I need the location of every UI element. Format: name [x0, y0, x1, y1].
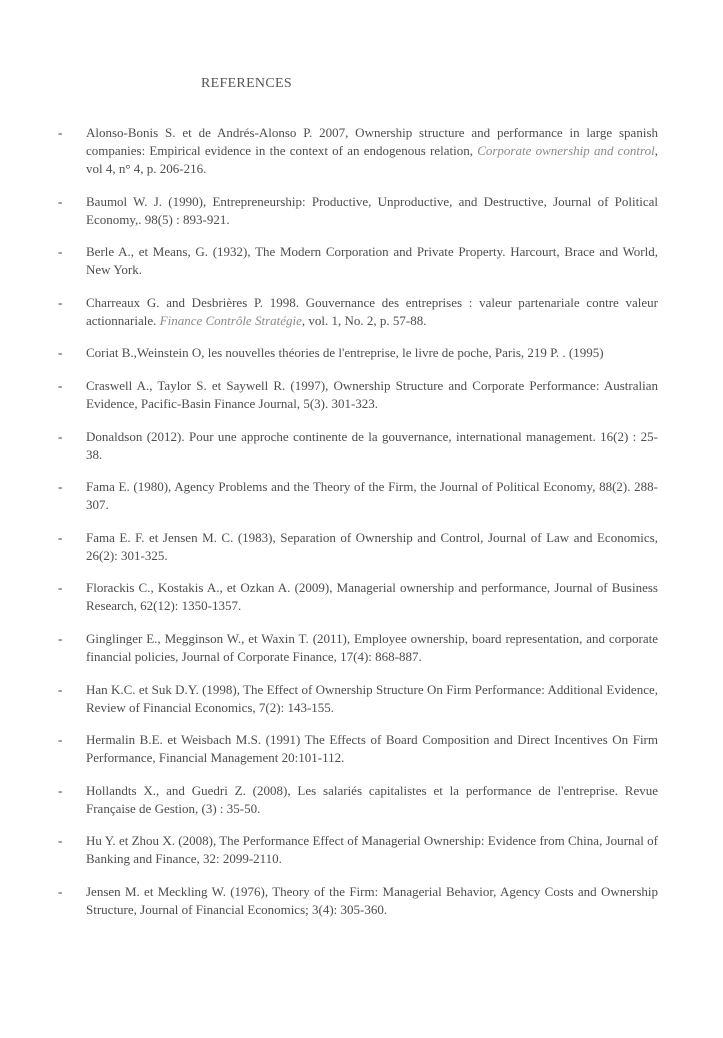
- reference-list: [58, 124, 658, 934]
- reference-tail: , vol 4, n° 4, p. 206-216.: [86, 143, 658, 176]
- page-title: REFERENCES: [201, 76, 292, 91]
- reference-item: [58, 344, 658, 362]
- reference-text: Donaldson (2012). Pour une approche continente de la gouvernance, international management. 16(2) : 25-38.: [86, 428, 658, 462]
- reference-text: Coriat B.,Weinstein O, les nouvelles théories de l'entreprise, le livre de poche, Paris, 219 P. . (1995): [86, 345, 604, 361]
- reference-text: Fama E. (1980), Agency Problems and the Theory of the Firm, the Journal of Political Economy, 88(2). 288-307.: [86, 479, 658, 513]
- reference-journal: Finance Contrôle Stratégie: [159, 312, 302, 328]
- reference-text: Jensen M. et Meckling W. (1976), Theory of the Firm: Managerial Behavior, Agency Costs and Ownership Structure, Journal of Financial Economics; 3(4): 305-360.: [86, 883, 658, 917]
- reference-item: [58, 681, 658, 717]
- reference-text: Hermalin B.E. et Weisbach M.S. (1991) The Effects of Board Composition and Direct Incentives On Firm Performance, Financial Management 20:101-112.: [86, 732, 658, 766]
- bullet-dash: -: [58, 479, 63, 495]
- reference-text: Berle A., et Means, G. (1932), The Modern Corporation and Private Property. Harcourt, Brace and World, New York.: [86, 244, 658, 278]
- reference-item: [58, 579, 658, 615]
- reference-item: [58, 630, 658, 666]
- reference-item: [58, 193, 658, 229]
- reference-item: [58, 731, 658, 767]
- reference-item: [58, 124, 658, 178]
- bullet-dash: -: [58, 345, 63, 361]
- reference-text: Han K.C. et Suk D.Y. (1998), The Effect of Ownership Structure On Firm Performance: Additional Evidence, Review of Financial Economics, 7(2): 143-155.: [86, 681, 658, 715]
- bullet-dash: -: [58, 883, 63, 899]
- bullet-dash: -: [58, 833, 63, 849]
- reference-text: Florackis C., Kostakis A., et Ozkan A. (2009), Managerial ownership and performance, Journal of Business Research, 62(12): 1350-1357.: [86, 580, 658, 614]
- reference-text: Charreaux G. and Desbrières P. 1998. Gouvernance des entreprises : valeur partenariale contre valeur actionnariale.: [86, 294, 658, 328]
- bullet-dash: -: [58, 428, 63, 444]
- reference-text: Hollandts X., and Guedri Z. (2008), Les salariés capitalistes et la performance de l'entreprise. Revue Française de Gestion, (3) : 35-50.: [86, 782, 658, 816]
- reference-item: [58, 478, 658, 514]
- reference-journal: Corporate ownership and control: [477, 143, 655, 158]
- reference-text: Fama E. F. et Jensen M. C. (1983), Separation of Ownership and Control, Journal of Law and Economics, 26(2): 301-325.: [86, 529, 658, 563]
- bullet-dash: -: [58, 782, 63, 798]
- reference-item: [58, 294, 658, 330]
- reference-text: Craswell A., Taylor S. et Saywell R. (1997), Ownership Structure and Corporate Performance: Australian Evidence, Pacific-Basin Finance Journal, 5(3). 301-323.: [86, 377, 658, 411]
- reference-tail: , vol. 1, No. 2, p. 57-88.: [301, 312, 427, 328]
- bullet-dash: -: [58, 193, 63, 209]
- reference-text: Baumol W. J. (1990), Entrepreneurship: Productive, Unproductive, and Destructive, Journal of Political Economy,. 98(5) : 893-921.: [86, 193, 658, 227]
- reference-item: [58, 243, 658, 279]
- reference-text: Alonso-Bonis S. et de Andrés-Alonso P. 2007, Ownership structure and performance in large spanish companies: Empirical evidence in the context of an endogenous relation,: [86, 125, 658, 158]
- reference-text: Hu Y. et Zhou X. (2008), The Performance Effect of Managerial Ownership: Evidence from China, Journal of Banking and Finance, 32: 2099-2110.: [86, 833, 658, 867]
- reference-item: [58, 428, 658, 464]
- reference-item: [58, 782, 658, 818]
- reference-item: [58, 832, 658, 868]
- bullet-dash: -: [58, 244, 63, 260]
- reference-text: Ginglinger E., Megginson W., et Waxin T. (2011), Employee ownership, board representation, and corporate financial policies, Journal of Corporate Finance, 17(4): 868-887.: [86, 630, 658, 664]
- bullet-dash: -: [58, 732, 63, 748]
- reference-item: [58, 377, 658, 413]
- bullet-dash: -: [58, 125, 63, 140]
- reference-item: [58, 529, 658, 565]
- bullet-dash: -: [58, 681, 63, 697]
- bullet-dash: -: [58, 580, 63, 596]
- bullet-dash: -: [58, 377, 63, 393]
- reference-item: [58, 883, 658, 919]
- bullet-dash: -: [58, 630, 63, 646]
- bullet-dash: -: [58, 529, 63, 545]
- bullet-dash: -: [58, 294, 63, 310]
